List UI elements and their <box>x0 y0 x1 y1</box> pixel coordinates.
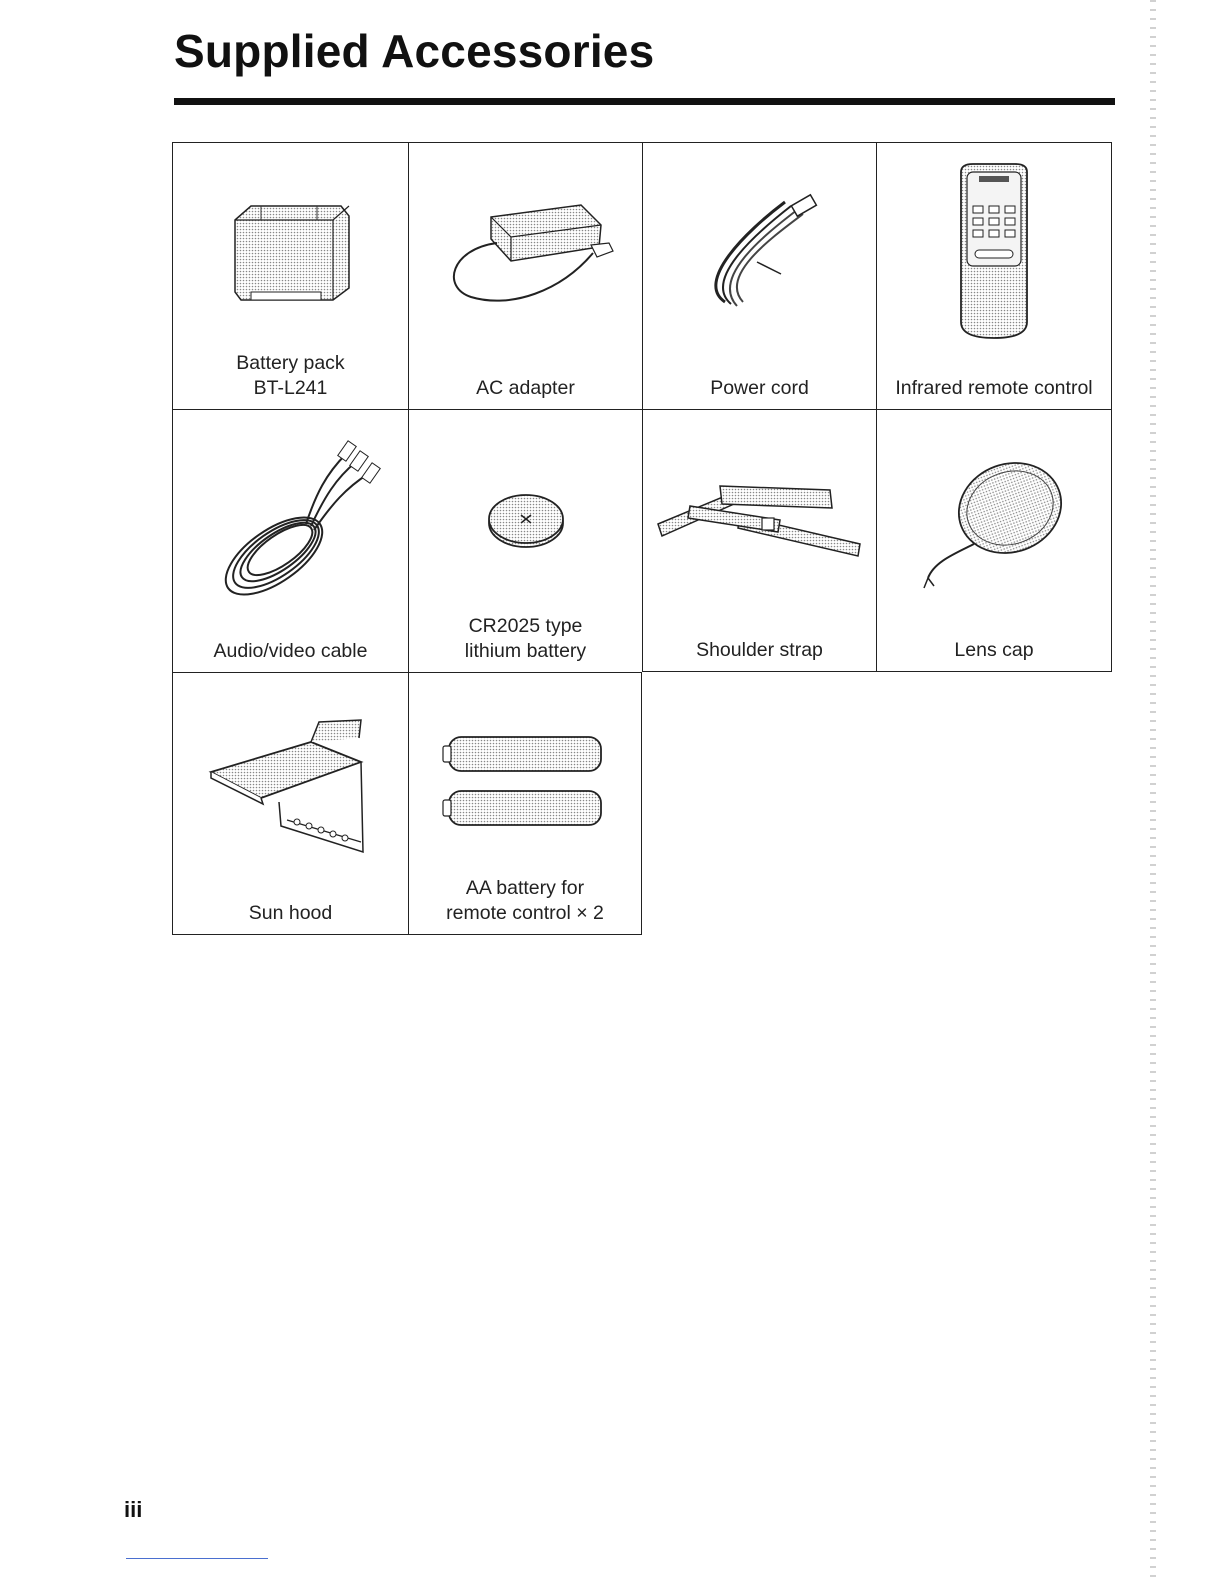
shoulder-strap-icon <box>643 424 876 614</box>
accessory-cell-av-cable <box>172 409 408 672</box>
av-cable-icon <box>173 424 408 614</box>
accessory-caption <box>409 876 641 926</box>
accessory-cell-remote-control <box>876 142 1112 409</box>
page-title: Supplied Accessories <box>174 25 655 77</box>
aa-battery-icon <box>409 687 641 877</box>
battery-pack-icon <box>173 157 408 347</box>
accessory-sublabel: BT-L241 <box>253 377 328 399</box>
accessory-sublabel: remote control × 2 <box>446 902 604 924</box>
accessory-caption <box>409 614 642 664</box>
accessory-caption <box>173 351 408 401</box>
accessory-cell-power-cord <box>642 142 876 409</box>
empty-cell <box>876 672 1112 935</box>
accessory-cell-lens-cap <box>876 409 1112 672</box>
accessory-label: Battery pack <box>236 352 345 374</box>
accessory-label: Power cord <box>710 377 809 399</box>
title-divider <box>174 98 1115 105</box>
accessory-label: AA battery for <box>465 877 585 899</box>
accessory-caption <box>643 638 876 663</box>
accessory-label: Infrared remote control <box>895 377 1093 399</box>
coin-battery-icon <box>409 424 642 614</box>
lens-cap-icon <box>877 424 1111 614</box>
ac-adapter-icon <box>409 157 642 347</box>
accessory-label: CR2025 type <box>468 615 583 637</box>
accessory-cell-battery-pack <box>172 142 408 409</box>
accessory-caption <box>643 376 876 401</box>
accessory-cell-aa-battery <box>408 672 642 935</box>
accessory-cell-coin-battery <box>408 409 642 672</box>
accessory-label: Audio/video cable <box>213 640 368 662</box>
scan-edge-artifact <box>1150 0 1156 1584</box>
accessory-cell-ac-adapter <box>408 142 642 409</box>
page-number: iii <box>124 1497 143 1522</box>
sun-hood-icon <box>173 687 408 877</box>
power-cord-icon <box>643 157 876 347</box>
accessory-cell-sun-hood <box>172 672 408 935</box>
remote-control-icon <box>877 157 1111 347</box>
accessory-label: Lens cap <box>954 639 1034 661</box>
accessory-cell-shoulder-strap <box>642 409 876 672</box>
accessory-caption <box>877 376 1111 401</box>
accessory-label: Shoulder strap <box>696 639 823 661</box>
accessory-sublabel: lithium battery <box>464 640 587 662</box>
empty-cell <box>642 672 876 935</box>
accessory-caption <box>409 376 642 401</box>
accessory-caption <box>877 638 1111 663</box>
accessory-caption <box>173 901 408 926</box>
accessory-label: Sun hood <box>248 902 333 924</box>
accessory-caption <box>173 639 408 664</box>
accessories-grid <box>172 142 1112 935</box>
footer-underline <box>126 1558 268 1559</box>
accessory-label: AC adapter <box>476 377 575 399</box>
